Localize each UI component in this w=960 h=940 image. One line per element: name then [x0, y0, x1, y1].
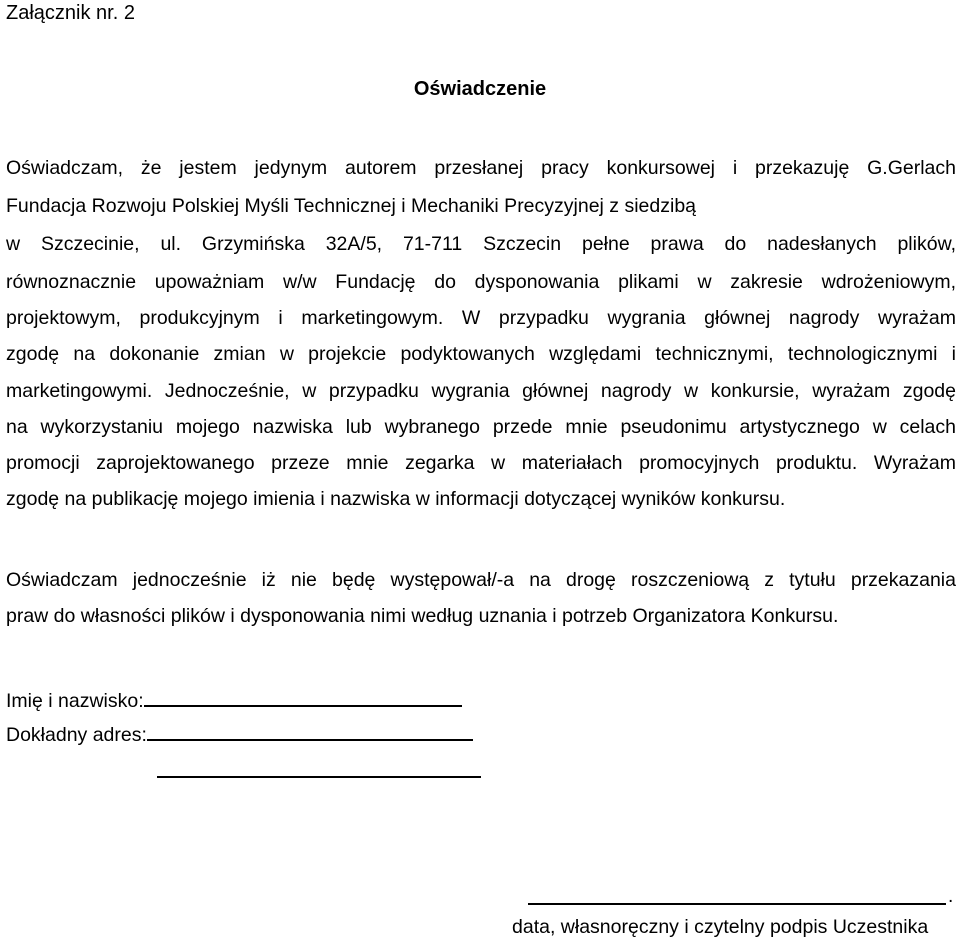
paragraph-line: Fundacja Rozwoju Polskiej Myśli Technicznej i Mechaniki Precyzyjnej z siedzibą — [6, 195, 697, 217]
name-label: Imię i nazwisko: — [6, 690, 144, 712]
paragraph-line: marketingowymi. Jednocześnie, w przypadku wygrania głównej nagrody w konkursie, wyrażam zgodę — [6, 380, 956, 402]
address-blank-line[interactable] — [147, 721, 473, 741]
paragraph-line: promocji zaprojektowanego przeze mnie zegarka w materiałach promocyjnych produktu. Wyrażam — [6, 452, 956, 474]
paragraph-line: na wykorzystaniu mojego nazwiska lub wybranego przede mnie pseudonimu artystycznego w celach — [6, 416, 956, 438]
paragraph-line: zgodę na dokonanie zmian w projekcie podyktowanych względami technicznymi, technologicznymi i — [6, 343, 956, 365]
paragraph-line: projektowym, produkcyjnym i marketingowym. W przypadku wygrania głównej nagrody wyrażam — [6, 307, 956, 329]
address-label: Dokładny adres: — [6, 724, 147, 746]
paragraph-line: zgodę na publikację mojego imienia i nazwiska w informacji dotyczącej wyników konkursu. — [6, 488, 786, 510]
attachment-label: Załącznik nr. 2 — [6, 2, 135, 24]
signature-dot: . — [948, 886, 954, 907]
address-field-row — [6, 721, 473, 747]
signature-line[interactable] — [528, 903, 946, 905]
paragraph-line: równoznacznie upoważniam w/w Fundację do dysponowania plikami w zakresie wdrożeniowym, — [6, 271, 956, 293]
name-blank-line[interactable] — [144, 687, 462, 707]
name-field-row — [6, 687, 462, 713]
paragraph-line: w Szczecinie, ul. Grzymińska 32A/5, 71-711 Szczecin pełne prawa do nadesłanych plików, — [6, 233, 956, 255]
address-second-blank-line[interactable] — [157, 776, 481, 778]
paragraph-line: praw do własności plików i dysponowania nimi według uznania i potrzeb Organizatora Konkursu. — [6, 605, 839, 627]
signature-caption: data, własnoręczny i czytelny podpis Uczestnika — [512, 916, 929, 938]
document-title: Oświadczenie — [413, 78, 547, 100]
paragraph-line: Oświadczam jednocześnie iż nie będę występował/-a na drogę roszczeniową z tytułu przekazania — [6, 569, 956, 591]
paragraph-line: Oświadczam, że jestem jedynym autorem przesłanej pracy konkursowej i przekazuję G.Gerlach — [6, 157, 956, 179]
